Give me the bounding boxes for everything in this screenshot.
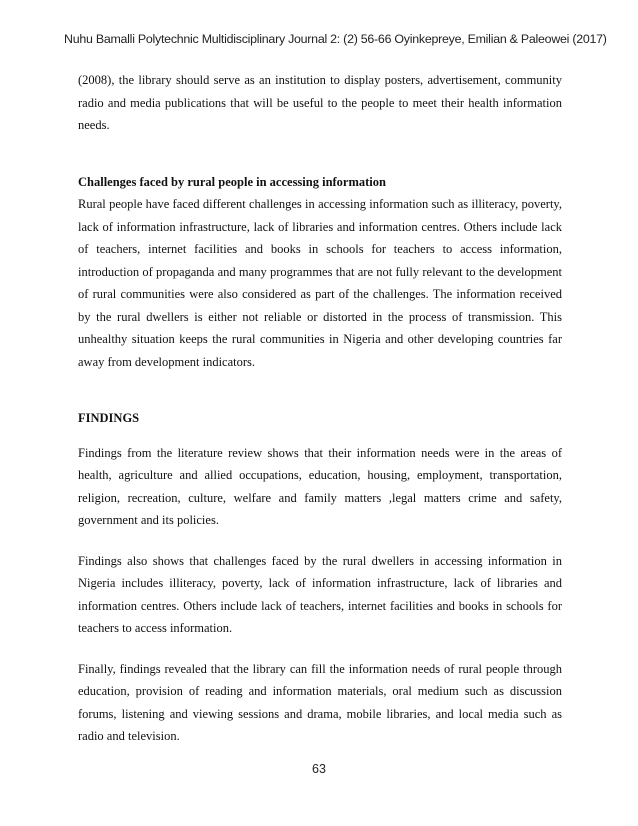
main-text xyxy=(78,69,562,748)
findings-paragraph-3: Finally, findings revealed that the library can fill the information needs of rural people through education, provision of reading and information materials, oral medium such as discussion forums, listening and viewing sessions and drama, mobile libraries, and local media such as radio and television. xyxy=(78,661,562,743)
challenges-heading: Challenges faced by rural people in accessing information xyxy=(78,174,386,189)
page-number: 63 xyxy=(312,762,326,776)
intro-paragraph: (2008), the library should serve as an institution to display posters, advertisement, community radio and media publications that will be useful to the people to meet their health information needs. xyxy=(78,73,562,132)
findings-paragraph-1: Findings from the literature review shows that their information needs were in the areas of health, agriculture and allied occupations, education, housing, employment, transportation, religion, recreation, culture, welfare and family matters ,legal matters crime and safety, government and its policies. xyxy=(78,445,562,527)
running-header: Nuhu Bamalli Polytechnic Multidisciplinary Journal 2: (2) 56-66 Oyinkepreye, Emilian & Paleowei (2017) xyxy=(64,32,607,46)
challenges-paragraph: Rural people have faced different challenges in accessing information such as illiteracy, poverty, lack of information infrastructure, lack of libraries and information centres. Others include lack of teachers, internet facilities and books in schools for teachers to access information, introduction of propaganda and many programmes that are not fully relevant to the development of rural communities were also considered as part of the challenges. The information received by the rural dwellers is either not reliable or distorted in the process of transmission. This unhealthy situation keeps the rural communities in Nigeria and other developing countries far away from development indicators. xyxy=(78,197,562,369)
findings-paragraph-2: Findings also shows that challenges faced by the rural dwellers in accessing information in Nigeria includes illiteracy, poverty, lack of information infrastructure, lack of libraries and information centres. Others include lack of teachers, internet facilities and books in schools for teachers to access information. xyxy=(78,553,562,635)
findings-heading: FINDINGS xyxy=(78,411,140,425)
